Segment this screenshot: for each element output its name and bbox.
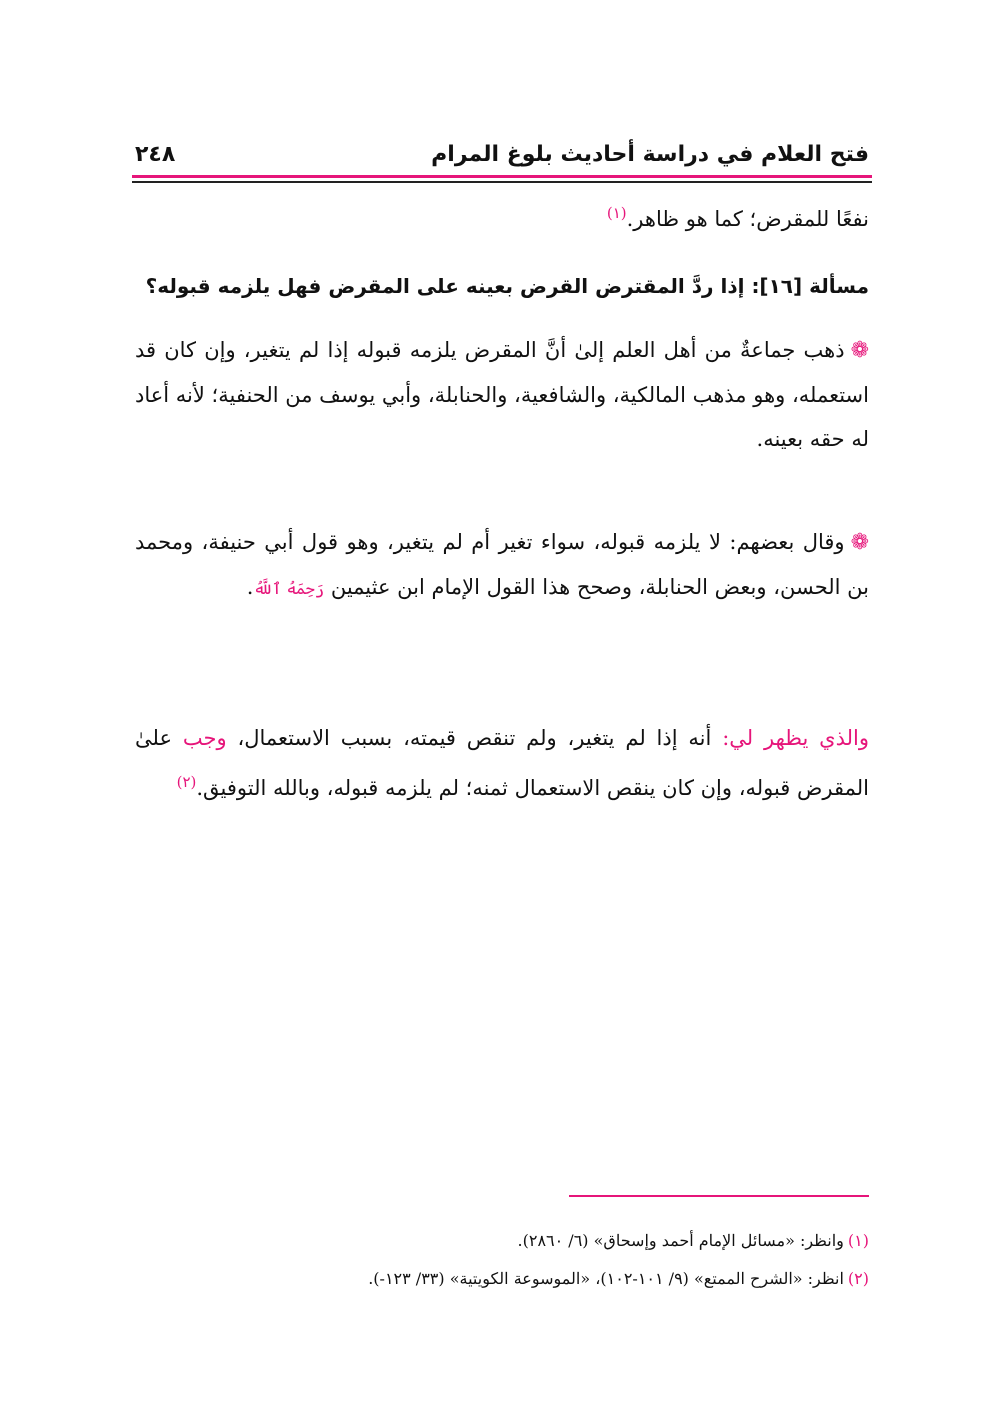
page-header xyxy=(135,136,869,172)
conclusion-text-2: علىٰ المقرض قبوله، وإن كان ينقص الاستعمال ثمنه؛ لم يلزمه قبوله، وبالله التوفيق. xyxy=(135,726,869,800)
honorific-text: رَحِمَهُ ٱللَّهُ xyxy=(253,579,325,598)
question-label: مسألة [١٦]: xyxy=(751,274,869,298)
footnote-item xyxy=(135,1222,869,1260)
opinion-paragraph-1 xyxy=(135,328,869,461)
conclusion-paragraph xyxy=(135,716,869,810)
question-heading xyxy=(135,264,869,308)
header-rule xyxy=(132,181,872,183)
footnote-ref-2: (٢) xyxy=(176,773,197,791)
opinion-2-end: . xyxy=(246,575,254,599)
footnotes xyxy=(135,1222,869,1298)
footnote-number: (٢) xyxy=(847,1269,869,1288)
footnote-item xyxy=(135,1260,869,1298)
opinion-2-text: وقال بعضهم: لا يلزمه قبوله، سواء تغير أم لم يتغير، وهو قول أبي حنيفة، ومحمد بن الحسن، وبعض الحنابلة، وصحح هذا القول الإمام ابن عثيمين xyxy=(135,530,869,599)
conclusion-label: والذي يظهر لي: xyxy=(722,726,870,750)
conclusion-highlight: وجب xyxy=(182,726,227,750)
book-title: فتح العلام في دراسة أحاديث بلوغ المرام xyxy=(431,141,869,167)
flower-icon: ❁ xyxy=(850,338,869,363)
footnote-text: وانظر: «مسائل الإمام أحمد وإسحاق» (٦/ ٢٨٦٠). xyxy=(517,1231,844,1250)
footnote-number: (١) xyxy=(847,1231,869,1250)
footnote-ref-1: (١) xyxy=(606,204,627,222)
page-number: ٢٤٨ xyxy=(135,141,176,167)
carry-over-sentence: نفعًا للمقرض؛ كما هو ظاهر. xyxy=(626,207,869,231)
flower-icon: ❁ xyxy=(850,530,869,555)
opinion-paragraph-2 xyxy=(135,520,869,611)
opinion-1-text: ذهب جماعةٌ من أهل العلم إلىٰ أنَّ المقرض يلزمه قبوله إذا لم يتغير، وإن كان قد استعمله، وهو مذهب المالكية، والشافعية، والحنابلة، وأبي يوسف من الحنفية؛ لأنه أعاد له حقه بعينه. xyxy=(135,338,869,451)
footnote-text: انظر: «الشرح الممتع» (٩/ ١٠١-١٠٢)، «الموسوعة الكويتية» (٣٣/ ١٢٣-). xyxy=(368,1269,844,1288)
question-text: إذا ردَّ المقترض القرض بعينه على المقرض فهل يلزمه قبوله؟ xyxy=(145,274,745,298)
carry-over-text xyxy=(135,191,869,241)
footnote-separator xyxy=(569,1195,869,1197)
conclusion-text-1: أنه إذا لم يتغير، ولم تنقص قيمته، بسبب الاستعمال، xyxy=(237,726,712,750)
header-rule-accent xyxy=(132,175,872,178)
